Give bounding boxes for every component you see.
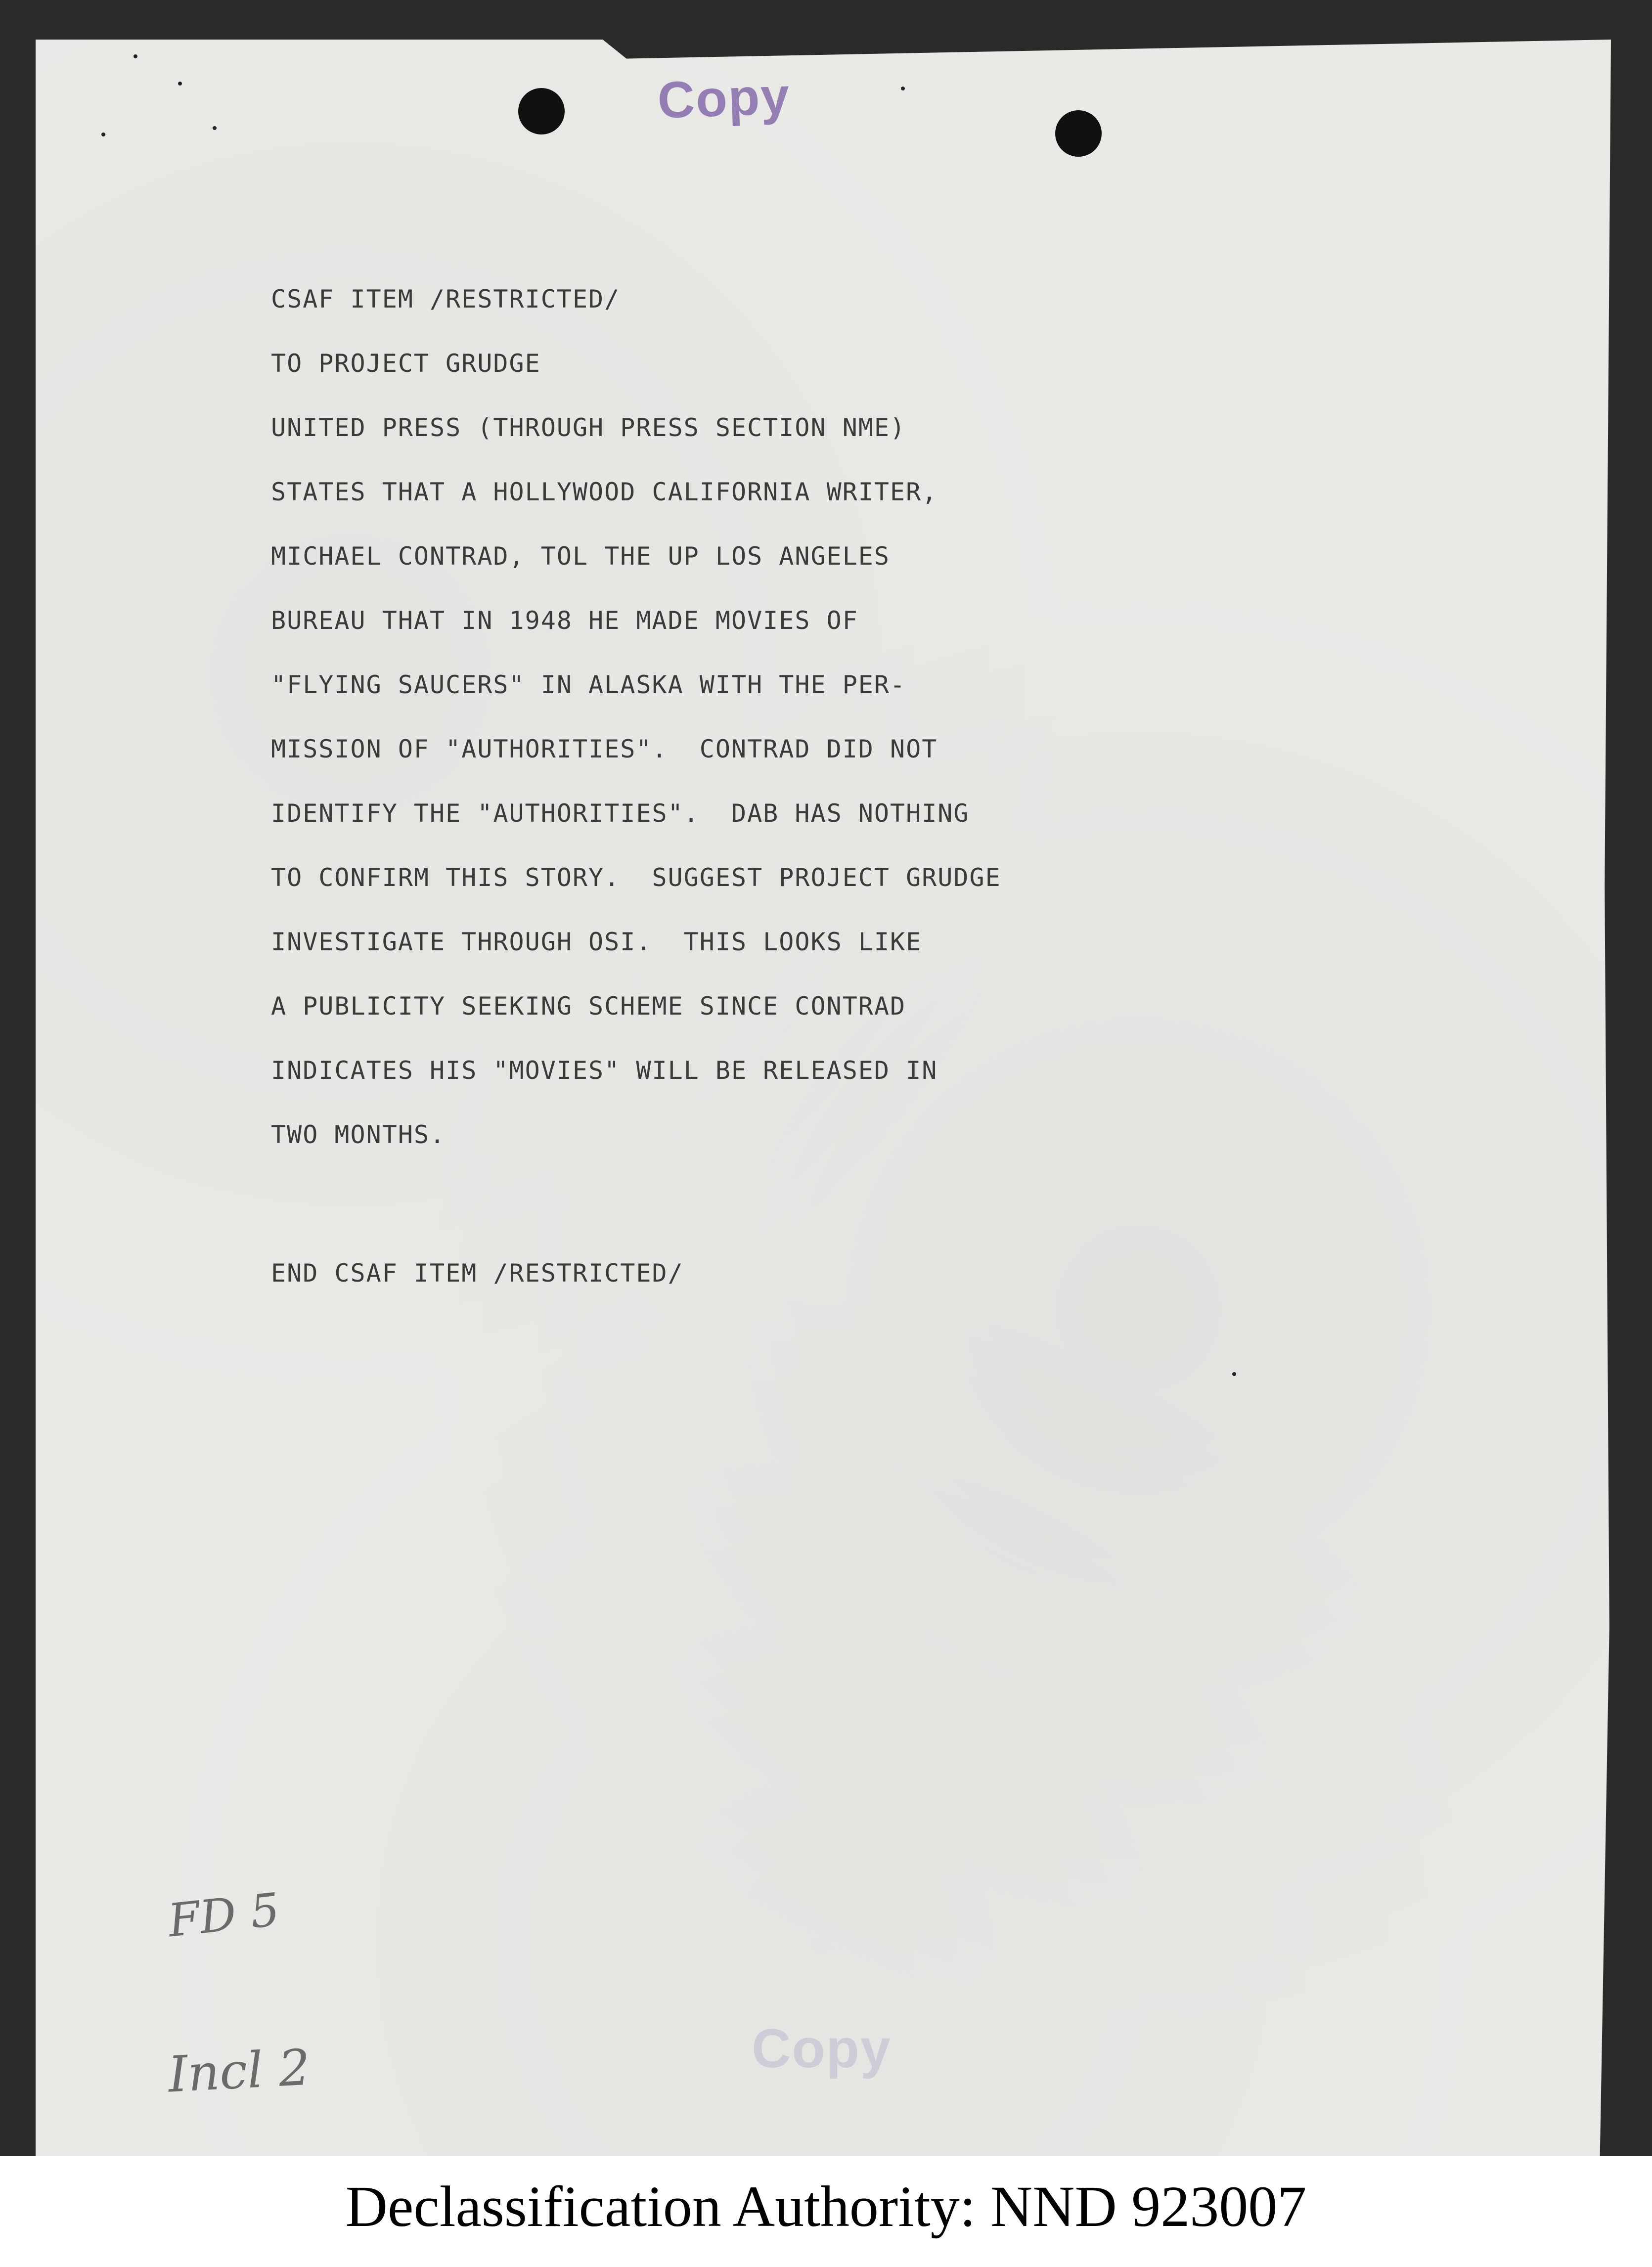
header-line: CSAF ITEM /RESTRICTED/ [271, 285, 621, 313]
declassification-authority: Declassification Authority: NND 923007 [345, 2174, 1307, 2239]
ink-speck [134, 54, 137, 58]
handwritten-file-mark: FD 5 [166, 1883, 282, 1948]
body-line: INVESTIGATE THROUGH OSI. THIS LOOKS LIKE [271, 928, 922, 956]
addressee-line: TO PROJECT GRUDGE [271, 349, 541, 378]
copy-stamp-bottom: Copy [752, 2018, 892, 2079]
body-line: TO CONFIRM THIS STORY. SUGGEST PROJECT GRUDGE [271, 863, 1001, 892]
copy-stamp-top: Copy [657, 67, 791, 130]
closing-line: END CSAF ITEM /RESTRICTED/ [271, 1259, 684, 1288]
punch-hole-left [518, 88, 565, 134]
body-line: IDENTIFY THE "AUTHORITIES". DAB HAS NOTHING [271, 799, 970, 828]
body-line: A PUBLICITY SEEKING SCHEME SINCE CONTRAD [271, 992, 906, 1021]
body-line: INDICATES HIS "MOVIES" WILL BE RELEASED IN [271, 1056, 938, 1085]
body-line: MICHAEL CONTRAD, TOL THE UP LOS ANGELES [271, 542, 890, 571]
ink-speck [178, 82, 182, 86]
body-line: STATES THAT A HOLLYWOOD CALIFORNIA WRITER, [271, 478, 938, 506]
body-line: "FLYING SAUCERS" IN ALASKA WITH THE PER- [271, 670, 906, 699]
ink-speck [1232, 1372, 1236, 1376]
body-line: UNITED PRESS (THROUGH PRESS SECTION NME) [271, 413, 906, 442]
body-line: MISSION OF "AUTHORITIES". CONTRAD DID NOT [271, 735, 938, 763]
body-line: BUREAU THAT IN 1948 HE MADE MOVIES OF [271, 606, 858, 635]
ink-speck [101, 133, 105, 136]
ink-speck [901, 87, 905, 90]
punch-hole-right [1055, 110, 1102, 157]
handwritten-enclosure-note: Incl 2 [167, 2038, 312, 2104]
body-line: TWO MONTHS. [271, 1120, 446, 1149]
ink-speck [213, 126, 217, 130]
